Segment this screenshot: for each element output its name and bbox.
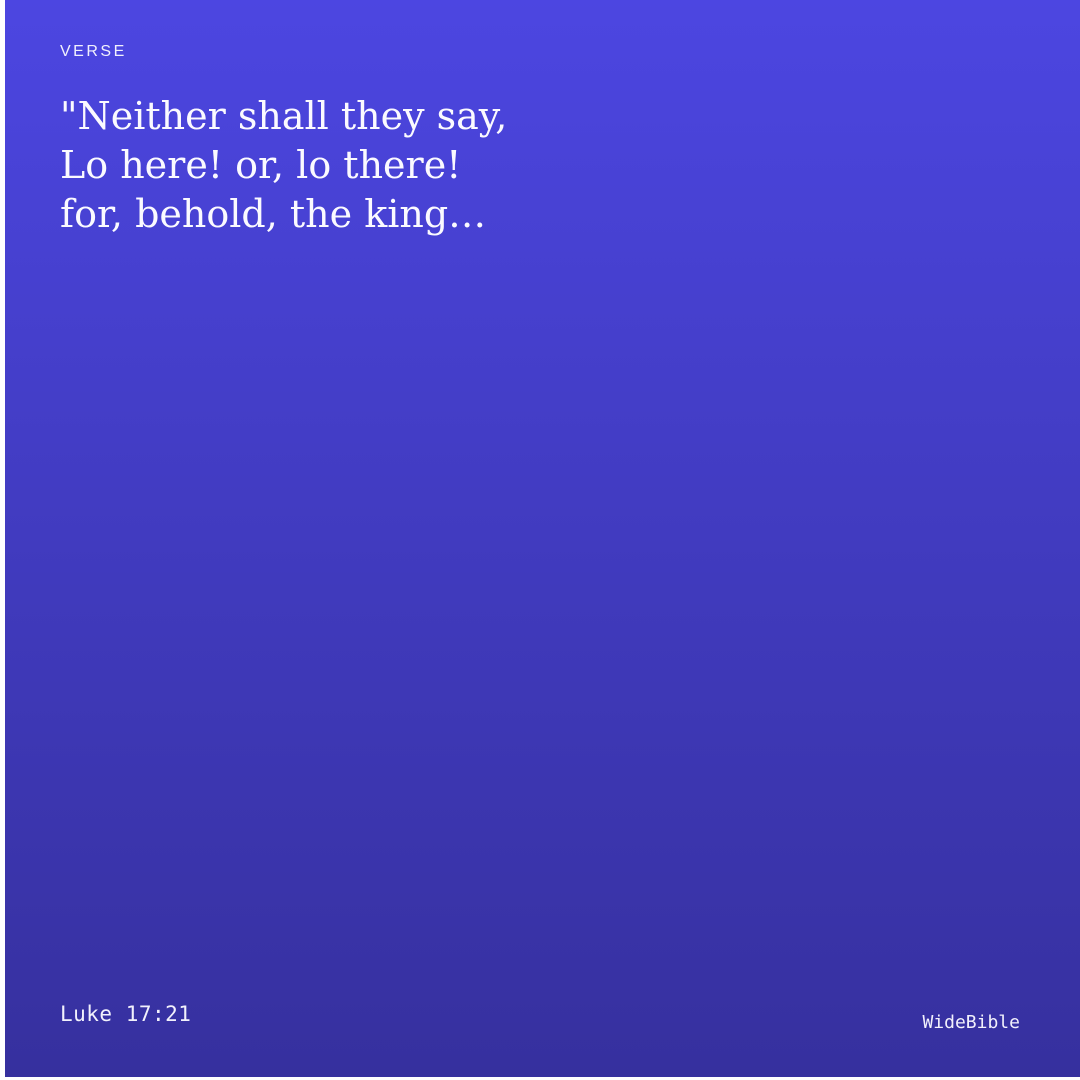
verse-line-2: Lo here! or, lo there!	[60, 143, 462, 187]
verse-line-1: "Neither shall they say,	[60, 94, 508, 138]
brand-watermark: WideBible	[922, 1012, 1020, 1033]
gradient-card	[5, 0, 1080, 1077]
verse-reference: Luke 17:21	[60, 1002, 192, 1026]
verse-line-3: for, behold, the king…	[60, 192, 487, 236]
verse-kicker-label: VERSE	[60, 43, 127, 60]
verse-text-block	[60, 92, 507, 239]
